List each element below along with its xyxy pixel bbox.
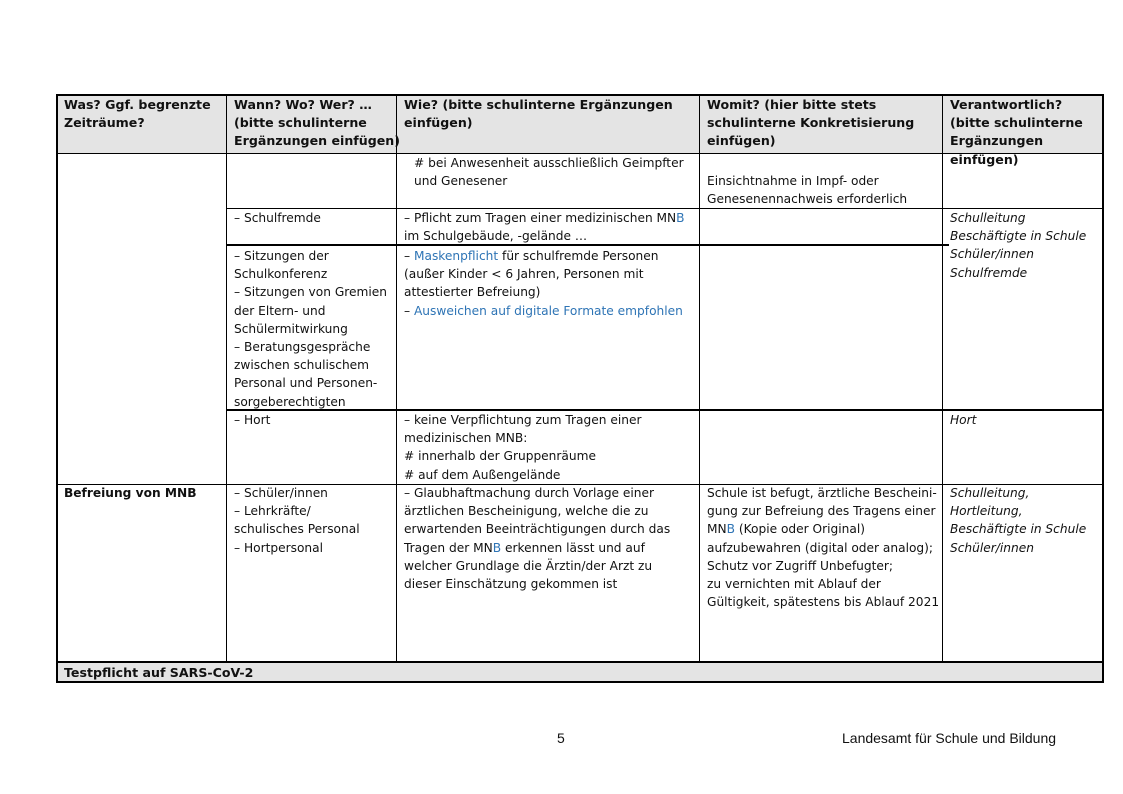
row5-wie-l4b: B xyxy=(492,540,502,555)
section-bar-title: Testpflicht auf SARS-CoV-2 xyxy=(64,665,254,680)
footer-organization: Landesamt für Schule und Bildung xyxy=(842,730,1057,746)
row3-maskenpflicht: Maskenpflicht xyxy=(413,249,499,263)
row5-verantwortlich: Schulleitung, Hortleitung, Beschäftigte in Schule Schüler/innen xyxy=(950,486,1087,555)
row3-wie-dash1: – xyxy=(404,249,414,263)
page-number: 5 xyxy=(557,730,565,746)
row1-wie: # bei Anwesenheit ausschließlich Geimpfter und Genesener xyxy=(414,156,684,189)
header-verantwortlich: Verantwortlich? (bitte schulinterne Ergänzungen einfügen) xyxy=(950,97,1083,167)
row5-wie-l4c: erkennen lässt und auf xyxy=(501,540,645,555)
col-rule-4 xyxy=(942,94,943,662)
row4-verantwortlich: Hort xyxy=(950,413,977,427)
row3-wie: – Maskenpflicht für schulfremde Personen (außer Kinder < 6 Jahren, Personen mit attestierter Befreiung) – Ausweichen auf digitale Formate empfohlen xyxy=(404,249,683,318)
table-border-right xyxy=(1102,94,1104,683)
row3-wie-text1: für schulfremde Personen xyxy=(498,249,659,263)
row5-wie: – Glaubhaftmachung durch Vorlage einer ärztlichen Bescheinigung, welche die zu erwartenden Beeinträchtigungen durch das Tragen der MNB erkennen lässt und auf welcher Grundlage die Ärztin/der Arzt zu dieser Einschätzung gekommen ist xyxy=(404,486,671,592)
col-rule-3 xyxy=(699,94,700,662)
header-was: Was? Ggf. begrenzte Zeiträume? xyxy=(64,97,211,131)
row5-was: Befreiung von MNB xyxy=(64,486,197,500)
col-rule-2 xyxy=(396,94,397,662)
row1-womit: Einsichtnahme in Impf- oder Genesenennachweis erforderlich xyxy=(707,174,908,207)
row2-verantwortlich: Schulleitung Beschäftigte in Schule Schüler/innen Schulfremde xyxy=(950,211,1087,280)
row2-wie-blue: B xyxy=(676,211,685,225)
header-womit: Womit? (hier bitte stets schulinterne Konkretisierung einfügen) xyxy=(707,97,915,149)
row4-wie: – keine Verpflichtung zum Tragen einer medizinischen MNB: # innerhalb der Gruppenräume # auf dem Außengelände xyxy=(404,413,642,482)
header-wie: Wie? (bitte schulinterne Ergänzungen einfügen) xyxy=(404,97,673,131)
row5-womit-l3a: MN xyxy=(707,522,727,537)
row4-wann: – Hort xyxy=(234,413,271,427)
regulation-table xyxy=(56,94,1104,683)
row3-wann: – Sitzungen der Schulkonferenz – Sitzungen von Gremien der Eltern- und Schülermitwirkung – Beratungsgespräche zwischen schulischem Personal und Personen- sorgeberechtigten xyxy=(234,249,387,409)
table-border-left xyxy=(56,94,58,683)
row5-womit-l3c: (Kopie oder Original) xyxy=(735,522,866,537)
row5-wie-l4a: Tragen der MN xyxy=(404,540,493,555)
row5-womit: Schule ist befugt, ärztliche Bescheini- gung zur Befreiung des Tragens einer MNB (Kopie oder Original) aufzubewahren (digital oder analog); Schutz vor Zugriff Unbefugter; zu vernichten mit Ablauf der Gültigkeit, spätestens bis Ablauf 2021 xyxy=(707,486,940,610)
row5-wann: – Schüler/innen – Lehrkräfte/ schulisches Personal – Hortpersonal xyxy=(234,486,360,555)
header-wann: Wann? Wo? Wer? … (bitte schulinterne Ergänzungen einfügen) xyxy=(234,97,401,149)
row-rule-5 xyxy=(56,661,1104,663)
row3-digital-formats: Ausweichen auf digitale Formate empfohlen xyxy=(413,303,683,318)
row2-wie: – Pflicht zum Tragen einer medizinischen MNB im Schulgebäude, -gelände … xyxy=(404,211,685,244)
row2-wie-text: – Pflicht zum Tragen einer medizinischen MN xyxy=(404,211,677,225)
row5-womit-l3b: B xyxy=(726,522,736,537)
row2-wann: – Schulfremde xyxy=(234,211,321,225)
col-rule-1 xyxy=(226,94,227,662)
row3-wie-dash2: – xyxy=(404,303,414,318)
